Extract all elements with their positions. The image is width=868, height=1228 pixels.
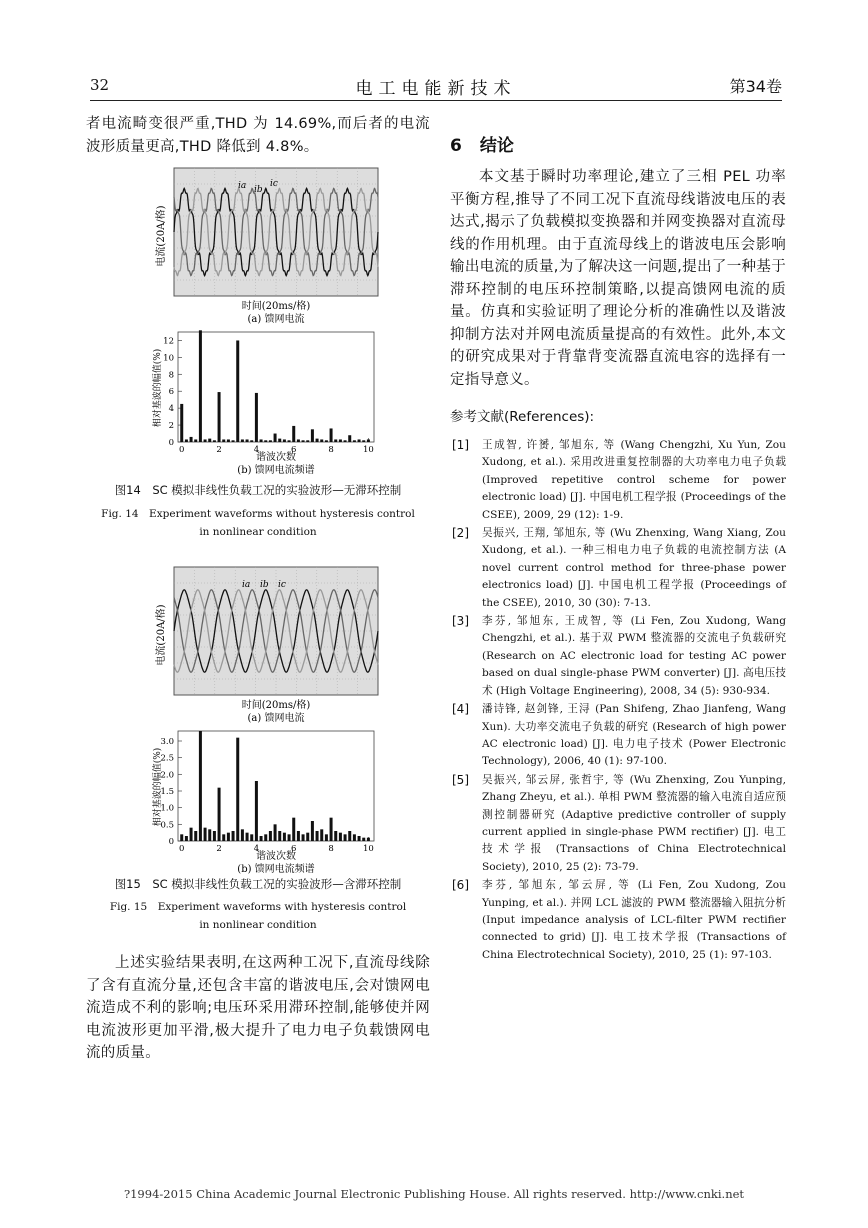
spectrum-bar [278,439,281,442]
spectrum-bar [283,439,286,442]
spectrum-bar [278,831,281,841]
fig15-caption-en-2: in nonlinear condition [199,919,317,931]
y-tick-label: 0 [168,837,174,847]
fig14-spectrum [148,326,408,476]
figure-15 [86,565,430,895]
spectrum-bar [218,788,221,841]
spectrum-bar [358,439,361,442]
fig14-caption-cn: 图14 SC 模拟非线性负载工况的实验波形—无滞环控制 [114,483,402,497]
conclusion-paragraph: 本文基于瞬时功率理论,建立了三相 PEL 功率平衡方程,推导了不同工况下直流母线谐波电压的表达式,揭示了负载模拟变换器和并网变换器对直流母线的作用机理。由于直流母线上的谐波电压会影响输出电流的质量,为了解决这一问题,提出了一种基于滞环控制的电压环控制策略,以提高馈网电流的质量。仿真和实验证明了理论分析的准确性以及谐波抑制方法对并网电流质量提高的有效性。此外,本文的研究成果对于背靠背变流器直流电容的选择有一定指导意义。 [450,169,786,388]
y-tick-label: 2.0 [160,770,174,781]
x-tick-label: 8 [328,844,334,854]
x-tick-label: 6 [291,844,297,854]
spectrum-bar [250,440,253,442]
fig15-wave-xlabel: 时间(20ms/格) [241,700,311,711]
y-tick-label: 12 [163,336,174,347]
section-title: 结论 [479,136,514,156]
spectrum-bar [316,831,319,841]
fig14-wave-xlabel: 时间(20ms/格) [241,301,311,312]
reference-item [450,437,786,524]
x-tick-label: 4 [253,844,260,854]
spectrum-bar [222,439,225,442]
spectrum-bar [236,738,239,841]
reference-item [450,877,786,964]
x-tick-label: 10 [362,445,374,455]
y-tick-label: 1.5 [160,787,174,797]
reference-item [450,525,786,612]
x-tick-label: 6 [291,445,297,455]
y-tick-label: 8 [168,370,174,381]
spectrum-bar [180,404,183,442]
spectrum-bar [241,439,244,442]
intro-paragraph: 者电流畸变很严重,THD 为 14.69%,而后者的电流波形质量更高,THD 降低到 4.8%。 [86,116,430,155]
spectrum-bar [204,828,207,841]
copyright-footer: ?1994-2015 China Academic Journal Electronic Publishing House. All rights reserved. http://www.cnki.net [123,1187,745,1201]
spectrum-bar [358,836,361,841]
spectrum-bar [204,439,207,442]
page-header [90,74,782,101]
spectrum-bar [334,831,337,841]
spectrum-bar [255,781,258,841]
spectrum-bar [190,437,193,442]
x-tick-label: 4 [253,445,260,455]
reference-text: 李芬, 邹旭东, 王成智, 等 (Li Fen, Zou Xudong, Wang Chengzhi, et al.). 基于双 PWM 整流器的交流电子负载研究 (Research on AC electronic load for testing AC power based on dual single-phase PWM converter) [J]. 高电压技术 (High Voltage Engineering), 2008, 34 (5): 930-934. [482,615,786,697]
spectrum-bar [213,440,216,442]
fig14-phase-b: ib [254,185,263,195]
spectrum-bar [344,440,347,442]
spectrum-bar [185,439,188,442]
spectrum-bar [264,834,267,841]
spectrum-bar [194,831,197,841]
spectrum-bar [274,434,277,442]
spectrum-bar [283,833,286,841]
spectrum-bar [302,440,305,442]
references-title: 参考文献(References): [450,409,595,425]
reference-text: 王成智, 许赟, 邹旭东, 等 (Wang Chengzhi, Xu Yun, Zou Xudong, et al.). 采用改进重复控制器的大功率电力电子负载 (Improved repetitive control scheme for power electronic load) [J]. 中国电机工程学报 (Proceedings of the CSEE), 2009, 29 (12): 1-9. [482,439,786,521]
spectrum-bar [227,833,230,841]
x-tick-label: 8 [328,445,334,455]
spectrum-bar [194,439,197,442]
spectrum-bar [320,439,323,442]
spectrum-bar [190,828,193,841]
x-tick-label: 2 [216,844,222,854]
spectrum-bar [362,838,365,841]
spectrum-bar [199,731,202,841]
y-tick-label: 0 [168,438,174,448]
fig15-waveform [148,565,408,725]
spectrum-bar [320,829,323,841]
y-tick-label: 1.0 [160,803,174,814]
spectrum-bar [288,440,291,442]
spectrum-bar [218,392,221,442]
spectrum-bar [353,834,356,841]
spectrum-bar [288,834,291,841]
fig15-wave-sub: (a) 馈网电流 [247,713,305,724]
y-tick-label: 2 [168,421,174,432]
spectrum-bar [274,824,277,841]
fig14-waveform [148,166,408,326]
fig15-wave-ylabel: 电流(20A/格) [156,604,167,666]
spectrum-bar [250,834,253,841]
fig14-caption-en-2: in nonlinear condition [199,526,317,538]
fig14-spec-sub: (b) 馈网电流频谱 [237,465,315,476]
fig15-caption-cn: 图15 SC 模拟非线性负载工况的实验波形—含滞环控制 [114,877,402,891]
fig14-wave-sub: (a) 馈网电流 [247,314,305,325]
y-tick-label: 6 [168,387,174,398]
spectrum-bar [241,829,244,841]
spectrum-bar [325,440,328,442]
spectrum-bar [236,340,239,442]
reference-text: 吴振兴, 王翔, 邹旭东, 等 (Wu Zhenxing, Wang Xiang, Zou Xudong, et al.). 一种三相电力电子负载的电流控制方法 (A novel current control method for three-phase power electronics load) [J]. 中国电机工程学报 (Proceedings of the CSEE), 2010, 30 (30): 7-13. [482,527,786,609]
spectrum-bar [222,834,225,841]
x-tick-label: 2 [216,445,222,455]
fig15-caption-en-1: Fig. 15 Experiment waveforms with hysteresis control [109,901,407,913]
fig14-spec-ylabel: 相对基波的幅值(%) [153,348,163,428]
spectrum-bar [344,834,347,841]
volume-label: 第34卷 [729,77,782,96]
spectrum-bar [339,439,342,442]
spectrum-bar [316,439,319,442]
spectrum-bar [353,440,356,442]
spectrum-bar [297,831,300,841]
reference-item [450,701,786,771]
right-column [450,113,786,965]
fig15-spec-sub: (b) 馈网电流频谱 [237,864,315,875]
spectrum-bar [348,435,351,442]
spectrum-bar [306,440,309,442]
spectrum-bar [185,836,188,841]
x-tick-label: 10 [362,844,374,854]
reference-number: [3] [452,614,469,629]
spectrum-bar [311,429,314,442]
spectrum-bar [260,439,263,442]
reference-number: [4] [452,702,469,717]
page-number: 32 [90,76,110,94]
plot-frame [178,332,374,442]
results-paragraph: 上述实验结果表明,在这两种工况下,直流母线除了含有直流分量,还包含丰富的谐波电压,会对馈网电流造成不利的影响;电压环采用滞环控制,能够使并网电流波形更加平滑,极大提升了电力电子负载馈网电流的质量。 [86,955,430,1061]
reference-number: [6] [452,878,469,893]
spectrum-bar [325,834,328,841]
spectrum-bar [339,833,342,841]
section-number: 6 [450,136,462,156]
spectrum-bar [367,439,370,442]
spectrum-bar [213,831,216,841]
spectrum-bar [306,833,309,841]
fig14-phase-a: ia [238,181,247,191]
spectrum-bar [208,829,211,841]
x-tick-label: 0 [179,445,185,455]
fig15-phase-b: ib [260,580,269,590]
journal-title: 电工电能新技术 [355,79,517,99]
reference-number: [1] [452,438,469,452]
spectrum-bar [260,836,263,841]
y-tick-label: 2.5 [160,753,174,764]
spectrum-bar [269,831,272,841]
y-tick-label: 10 [163,353,174,364]
spectrum-bar [362,440,365,442]
section-heading [450,131,786,156]
spectrum-bar [208,439,211,442]
reference-item [450,613,786,700]
fig15-phase-a: ia [242,580,251,590]
spectrum-bar [297,439,300,442]
reference-item [450,772,786,876]
fig15-spec-ylabel: 相对基波的幅值(%) [153,747,163,827]
fig15-spec-xlabel: 谐波次数 [256,851,296,862]
spectrum-bar [330,818,333,841]
x-tick-label: 0 [179,844,185,854]
reference-number: [2] [452,526,469,541]
y-tick-label: 0.5 [160,820,174,831]
spectrum-bar [246,833,249,841]
figure-14 [86,166,430,503]
fig15-phase-c: ic [278,580,286,590]
fig14-phase-c: ic [270,179,278,189]
spectrum-bar [311,821,314,841]
spectrum-bar [227,439,230,442]
spectrum-bar [292,426,295,442]
spectrum-bar [199,330,202,442]
spectrum-bar [232,831,235,841]
spectrum-bar [232,440,235,442]
reference-text: 吴振兴, 邹云屏, 张哲宇, 等 (Wu Zhenxing, Zou Yunping, Zhang Zheyu, et al.). 单相 PWM 整流器的输入电流自适应预测控制器研究 (Adaptive predictive controller of supply current applied in single-phase PWM rectifier) [J]. 电工技术学报 (Transactions of China Electrotechnical Society), 2010, 25 (2): 73-79. [482,773,786,873]
y-tick-label: 4 [168,404,174,415]
fig15-spectrum [148,725,408,875]
spectrum-bar [255,393,258,442]
spectrum-bar [367,838,370,841]
spectrum-bar [264,440,267,442]
spectrum-bar [292,818,295,841]
left-column [86,113,430,1065]
fig14-caption-en-1: Fig. 14 Experiment waveforms without hysteresis control [101,508,415,520]
fig14-wave-ylabel: 电流(20A/格) [156,205,167,267]
spectrum-bar [330,428,333,442]
reference-text: 李芬, 邹旭东, 邹云屏, 等 (Li Fen, Zou Xudong, Zou Yunping, et al.). 并网 LCL 滤波的 PWM 整流器输入阻抗分析 (Input impedance analysis of LCL-filter PWM rectifier connected to grid) [J]. 电工技术学报 (Transactions of China Electrotechnical Society), 2010, 25 (1): 97-103. [482,879,786,961]
reference-number: [5] [452,772,469,787]
spectrum-bar [334,439,337,442]
y-tick-label: 3.0 [160,737,174,747]
fig14-spec-xlabel: 谐波次数 [256,452,296,463]
reference-list [450,437,786,964]
spectrum-bar [302,834,305,841]
spectrum-bar [180,834,183,841]
reference-text: 潘诗锋, 赵剑锋, 王浔 (Pan Shifeng, Zhao Jianfeng, Wang Xun). 大功率交流电子负载的研究 (Research of high power AC electronic load) [J]. 电力电子技术 (Power Electronic Technology), 2006, 40 (1): 97-100. [482,703,786,768]
spectrum-bar [348,831,351,841]
spectrum-bar [246,439,249,442]
spectrum-bar [269,440,272,442]
